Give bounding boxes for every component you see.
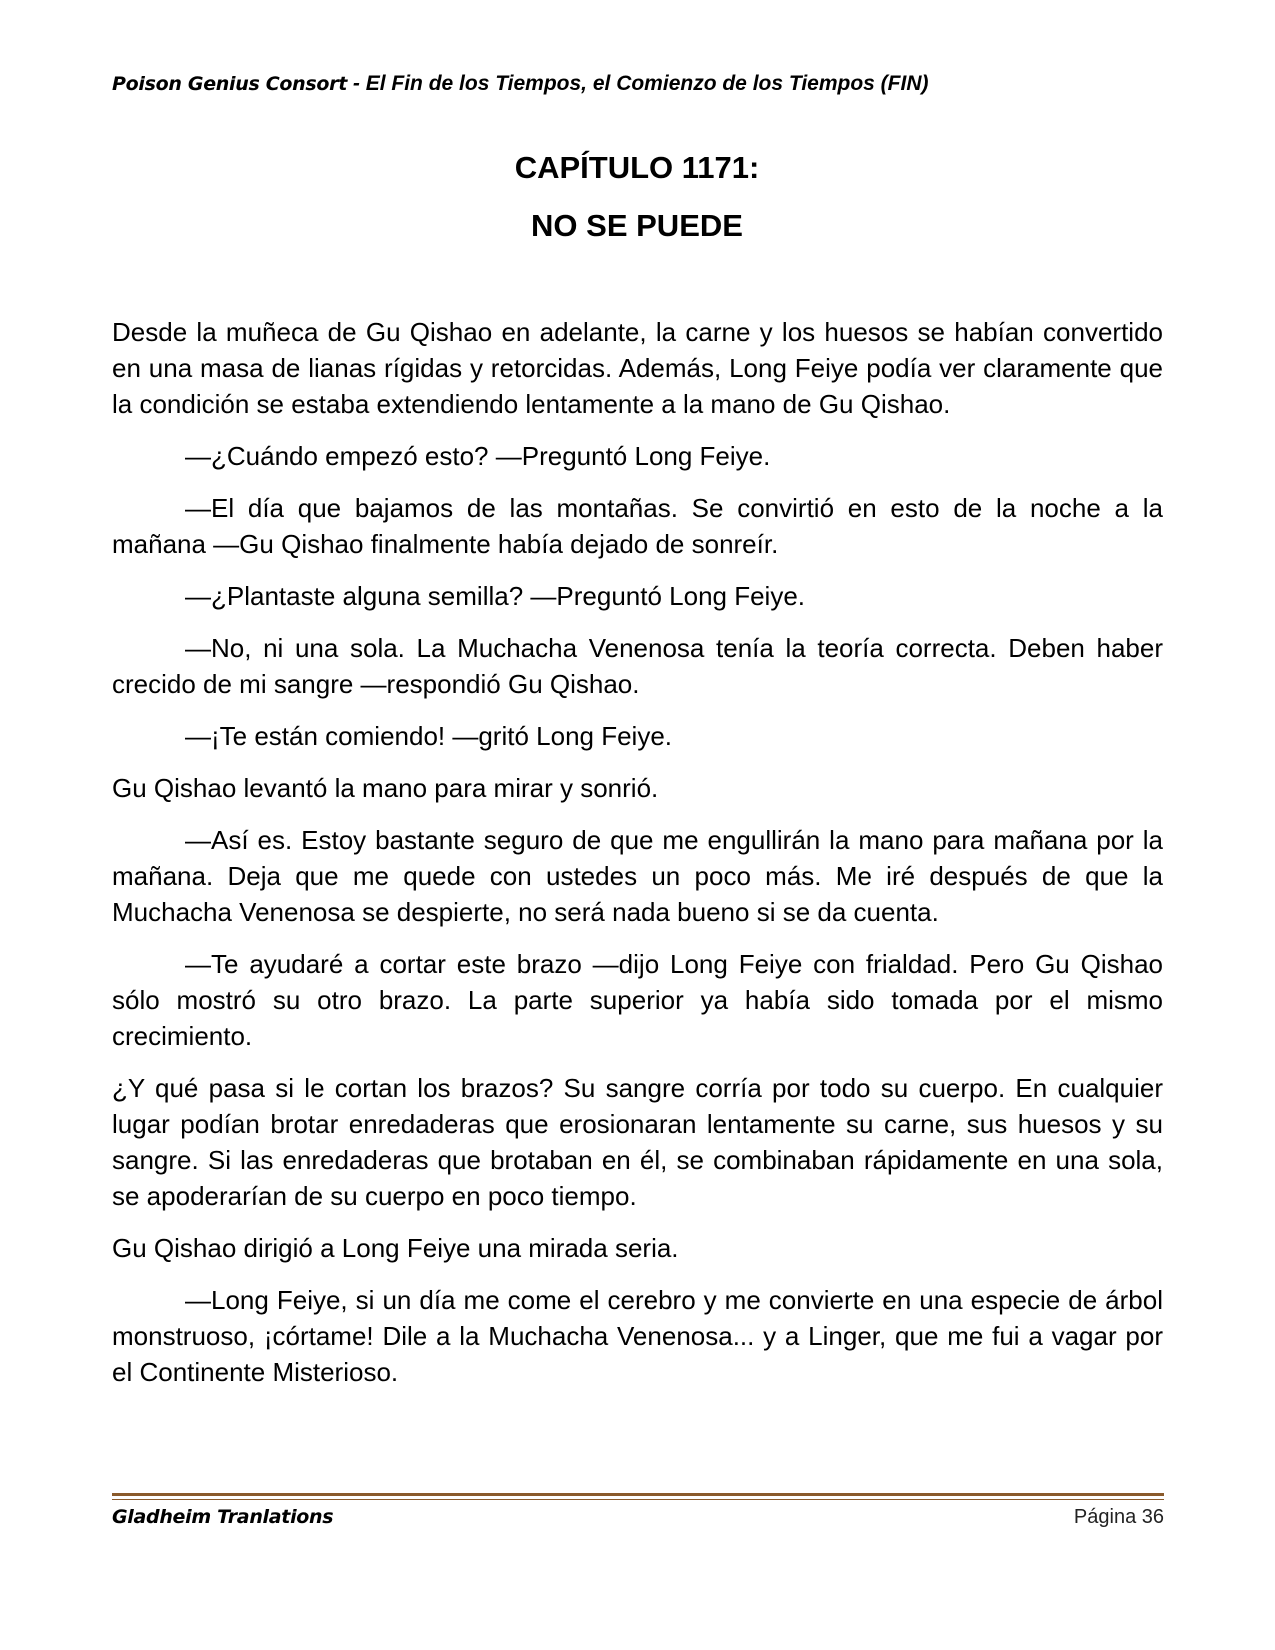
volume-title: El Fin de los Tiempos, el Comienzo de los Tiempos (FIN) [365, 72, 929, 95]
paragraph: Gu Qishao dirigió a Long Feiye una mirada seria. [112, 1233, 679, 1263]
footer-rule-thin [112, 1499, 1164, 1500]
paragraph: Gu Qishao levantó la mano para mirar y sonrió. [112, 773, 659, 803]
paragraph: —Long Feiye, si un día me come el cerebro y me convierte en una especie de árbol monstruoso, ¡córtame! Dile a la Muchacha Venenosa... y a Linger, que me fui a vagar por el Continente Misterioso. [112, 1285, 1163, 1387]
book-title: Poison Genius Consort [112, 73, 348, 95]
chapter-title: NO SE PUEDE [531, 208, 743, 243]
paragraph: Desde la muñeca de Gu Qishao en adelante, la carne y los huesos se habían convertido en una masa de lianas rígidas y retorcidas. Además, Long Feiye podía ver claramente que la condición se estaba extendiendo lentamente a la mano de Gu Qishao. [112, 317, 1163, 419]
page-number: Página 36 [1073, 1506, 1164, 1528]
publisher-name: Gladheim Tranlations [112, 1506, 334, 1528]
paragraph: —¡Te están comiendo! —gritó Long Feiye. [185, 721, 673, 751]
chapter-number: CAPÍTULO 1171: [514, 150, 760, 185]
paragraph: —El día que bajamos de las montañas. Se convirtió en esto de la noche a la mañana —Gu Qishao finalmente había dejado de sonreír. [112, 493, 1163, 559]
footer-rule-thick [112, 1493, 1164, 1496]
paragraph: —¿Cuándo empezó esto? —Preguntó Long Feiye. [185, 441, 771, 471]
paragraph: ¿Y qué pasa si le cortan los brazos? Su sangre corría por todo su cuerpo. En cualquier lugar podían brotar enredaderas que erosionaran lentamente su carne, sus huesos y su sangre. Si las enredaderas que brotaban en él, se combinaban rápidamente en una sola, se apoderarían de su cuerpo en poco tiempo. [112, 1073, 1163, 1211]
paragraph: —No, ni una sola. La Muchacha Venenosa tenía la teoría correcta. Deben haber crecido de mi sangre —respondió Gu Qishao. [112, 633, 1163, 699]
paragraph: —¿Plantaste alguna semilla? —Preguntó Long Feiye. [185, 581, 806, 611]
chapter-body [112, 314, 1163, 1406]
paragraph: —Así es. Estoy bastante seguro de que me engullirán la mano para mañana por la mañana. Deja que me quede con ustedes un poco más. Me iré después de que la Muchacha Venenosa se despierte, no será nada bueno si se da cuenta. [112, 825, 1163, 927]
paragraph: —Te ayudaré a cortar este brazo —dijo Long Feiye con frialdad. Pero Gu Qishao sólo mostró su otro brazo. La parte superior ya había sido tomada por el mismo crecimiento. [112, 949, 1163, 1051]
running-header [112, 72, 1162, 96]
header-separator: - [347, 72, 366, 95]
